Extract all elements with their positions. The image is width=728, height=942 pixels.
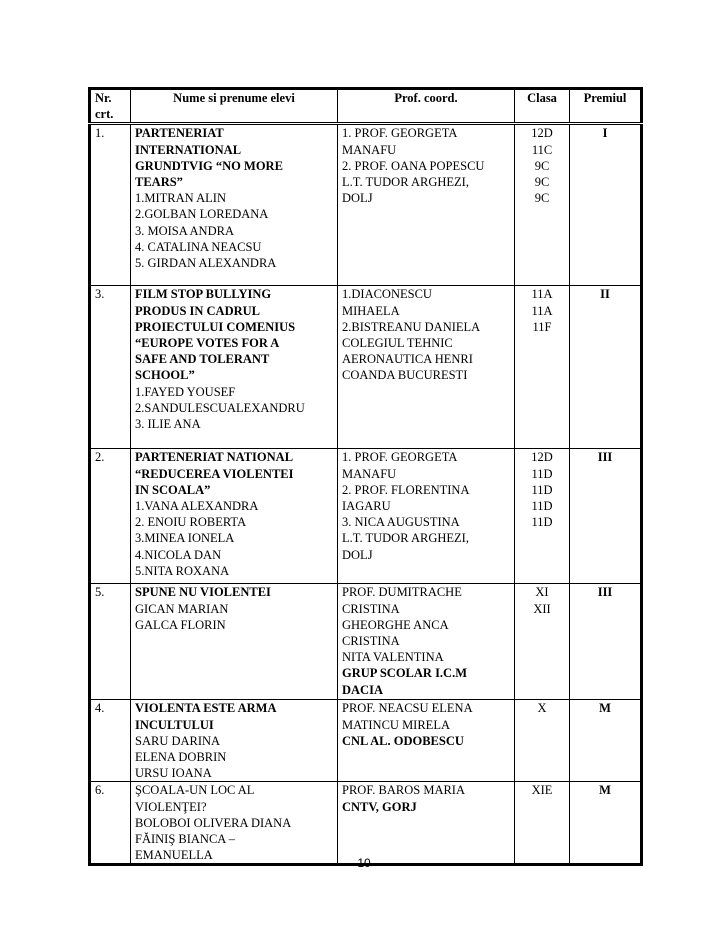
project-title-line: FILM STOP BULLYING [135,287,272,302]
header-coordinating-prof: Prof. coord. [338,89,515,124]
coordinator-cell [338,286,515,449]
coordinator-line: AERONAUTICA HENRI [342,352,473,367]
class-value: XI [535,585,549,600]
header-nr-crt [90,89,131,124]
header-prize: Premiul [570,89,642,124]
prize-cell [570,449,642,584]
coordinator-line: CRISTINA [342,601,400,616]
student-name-line: GALCA FLORIN [135,617,226,632]
coordinator-line: COLEGIUL TEHNIC [342,336,453,351]
row-number-cell [90,782,131,865]
student-name-line: 1.MITRAN ALIN [135,191,226,206]
row-number: 1. [95,126,105,141]
class-value: 11F [532,319,552,334]
coordinator-line: 1. PROF. GEORGETA [342,450,458,465]
student-name-line: 3. MOISA ANDRA [135,223,234,238]
project-title-line: IN SCOALA” [135,482,211,497]
class-value: 11D [531,499,553,514]
project-title-line: VIOLENTA ESTE ARMA [135,701,277,716]
student-name-line: 5. GIRDAN ALEXANDRA [135,256,277,271]
class-value: 11A [531,287,553,302]
coordinator-line: MANAFU [342,466,397,481]
student-name-line: 4.NICOLA DAN [135,547,222,562]
row-number: 2. [95,450,105,465]
class-cell [515,584,570,700]
project-title-line: GRUNDTVIG “NO MORE [135,158,283,173]
coordinator-line: MATINCU MIRELA [342,717,450,732]
student-name-line: SARU DARINA [135,733,221,748]
coordinator-line: MANAFU [342,142,397,157]
class-value: 12D [531,126,553,141]
coordinator-line: IAGARU [342,499,391,514]
header-nr: Nr. [95,91,112,105]
prize-value: III [597,450,613,465]
header-class: Clasa [515,89,570,124]
class-cell [515,449,570,584]
coordinator-line: L.T. TUDOR ARGHEZI, [342,175,469,190]
coordinator-line: 2. PROF. FLORENTINA [342,482,470,497]
awards-table [88,87,643,866]
row-number-cell [90,286,131,449]
class-cell [515,124,570,286]
project-title-line: PROIECTULUI COMENIUS [135,319,296,334]
student-name-line: ELENA DOBRIN [135,750,227,765]
table-row [90,286,642,449]
class-cell [515,700,570,782]
header-student-names: Nume si prenume elevi [131,89,338,124]
table-row [90,449,642,584]
row-number: 3. [95,287,105,302]
coordinator-line: DOLJ [342,547,373,562]
student-name-line: 4. CATALINA NEACSU [135,239,262,254]
coordinator-line: DOLJ [342,191,373,206]
row-number-cell [90,449,131,584]
student-names-cell [131,449,338,584]
prize-cell [570,700,642,782]
coordinator-line: COANDA BUCURESTI [342,368,468,383]
prize-value: II [600,287,610,302]
student-name-line: FĂINIŞ BIANCA – [135,832,236,847]
school-name-line: CNL AL. ODOBESCU [342,733,464,748]
project-title-line: INCULTULUI [135,717,214,732]
header-crt: crt. [95,107,114,122]
student-name-line: GICAN MARIAN [135,601,229,616]
coordinator-line: 1. PROF. GEORGETA [342,126,458,141]
project-title-line: SCHOOL” [135,368,195,383]
class-value: 9C [534,175,550,190]
student-names-cell [131,700,338,782]
row-number-cell [90,584,131,700]
student-name-line: VIOLENŢEI? [135,799,207,814]
page-number: 10 [357,856,371,870]
class-cell [515,782,570,865]
row-number-cell [90,700,131,782]
coordinator-line: CRISTINA [342,634,400,649]
project-title-line: SPUNE NU VIOLENTEI [135,585,271,600]
class-value: 11D [531,482,553,497]
coordinator-line: 1.DIACONESCU [342,287,432,302]
project-title-line: SAFE AND TOLERANT [135,352,270,367]
table-row [90,584,642,700]
prize-cell [570,584,642,700]
coordinator-line: PROF. BAROS MARIA [342,783,465,798]
prize-cell [570,124,642,286]
coordinator-cell [338,584,515,700]
student-names-cell [131,584,338,700]
project-title-line: TEARS” [135,175,183,190]
prize-value: I [602,126,608,141]
prize-cell [570,782,642,865]
student-name-line: 2.GOLBAN LOREDANA [135,207,269,222]
class-value: 11C [531,142,553,157]
coordinator-line: 3. NICA AUGUSTINA [342,515,460,530]
class-value: 9C [534,158,550,173]
student-name-line: 1.FAYED YOUSEF [135,384,236,399]
school-name-line: DACIA [342,682,383,697]
class-value: 9C [534,191,550,206]
table-row [90,700,642,782]
row-number: 4. [95,701,105,716]
student-name-line: ŞCOALA-UN LOC AL [135,783,255,798]
class-value: X [537,701,547,716]
coordinator-cell [338,700,515,782]
student-names-cell [131,286,338,449]
student-name-line: EMANUELLA [135,848,213,863]
project-title-line: PRODUS IN CADRUL [135,303,261,318]
student-name-line: 1.VANA ALEXANDRA [135,499,259,514]
project-title-line: PARTENERIAT [135,126,224,141]
student-names-cell [131,782,338,865]
table-row [90,124,642,286]
student-name-line: 3.MINEA IONELA [135,531,235,546]
coordinator-line: GHEORGHE ANCA [342,617,449,632]
project-title-line: INTERNATIONAL [135,142,242,157]
coordinator-line: MIHAELA [342,303,400,318]
student-name-line: 2. ENOIU ROBERTA [135,515,247,530]
row-number: 6. [95,783,105,798]
coordinator-line: PROF. NEACSU ELENA [342,701,473,716]
student-name-line: 5.NITA ROXANA [135,563,230,578]
student-name-line: BOLOBOI OLIVERA DIANA [135,815,292,830]
prize-cell [570,286,642,449]
class-value: 11A [531,303,553,318]
coordinator-line: PROF. DUMITRACHE [342,585,462,600]
prize-value: M [599,783,611,798]
student-name-line: URSU IOANA [135,766,212,781]
student-name-line: 3. ILIE ANA [135,417,201,432]
coordinator-line: NITA VALENTINA [342,650,444,665]
prize-value: III [597,585,613,600]
class-value: XIE [531,783,553,798]
table-row [90,782,642,865]
school-name-line: GRUP SCOLAR I.C.M [342,666,468,681]
project-title-line: “EUROPE VOTES FOR A [135,336,280,351]
coordinator-cell [338,124,515,286]
class-cell [515,286,570,449]
coordinator-cell [338,449,515,584]
student-name-line: 2.SANDULESCUALEXANDRU [135,400,305,415]
prize-value: M [599,701,611,716]
coordinator-cell [338,782,515,865]
coordinator-line: 2. PROF. OANA POPESCU [342,158,485,173]
row-number: 5. [95,585,105,600]
project-title-line: PARTENERIAT NATIONAL [135,450,294,465]
coordinator-line: 2.BISTREANU DANIELA [342,319,481,334]
school-name-line: CNTV, GORJ [342,799,417,814]
class-value: 11D [531,466,553,481]
table-header-row [90,89,642,124]
class-value: 12D [531,450,553,465]
class-value: 11D [531,515,553,530]
coordinator-line: L.T. TUDOR ARGHEZI, [342,531,469,546]
row-number-cell [90,124,131,286]
project-title-line: “REDUCEREA VIOLENTEI [135,466,294,481]
class-value: XII [533,601,551,616]
student-names-cell [131,124,338,286]
